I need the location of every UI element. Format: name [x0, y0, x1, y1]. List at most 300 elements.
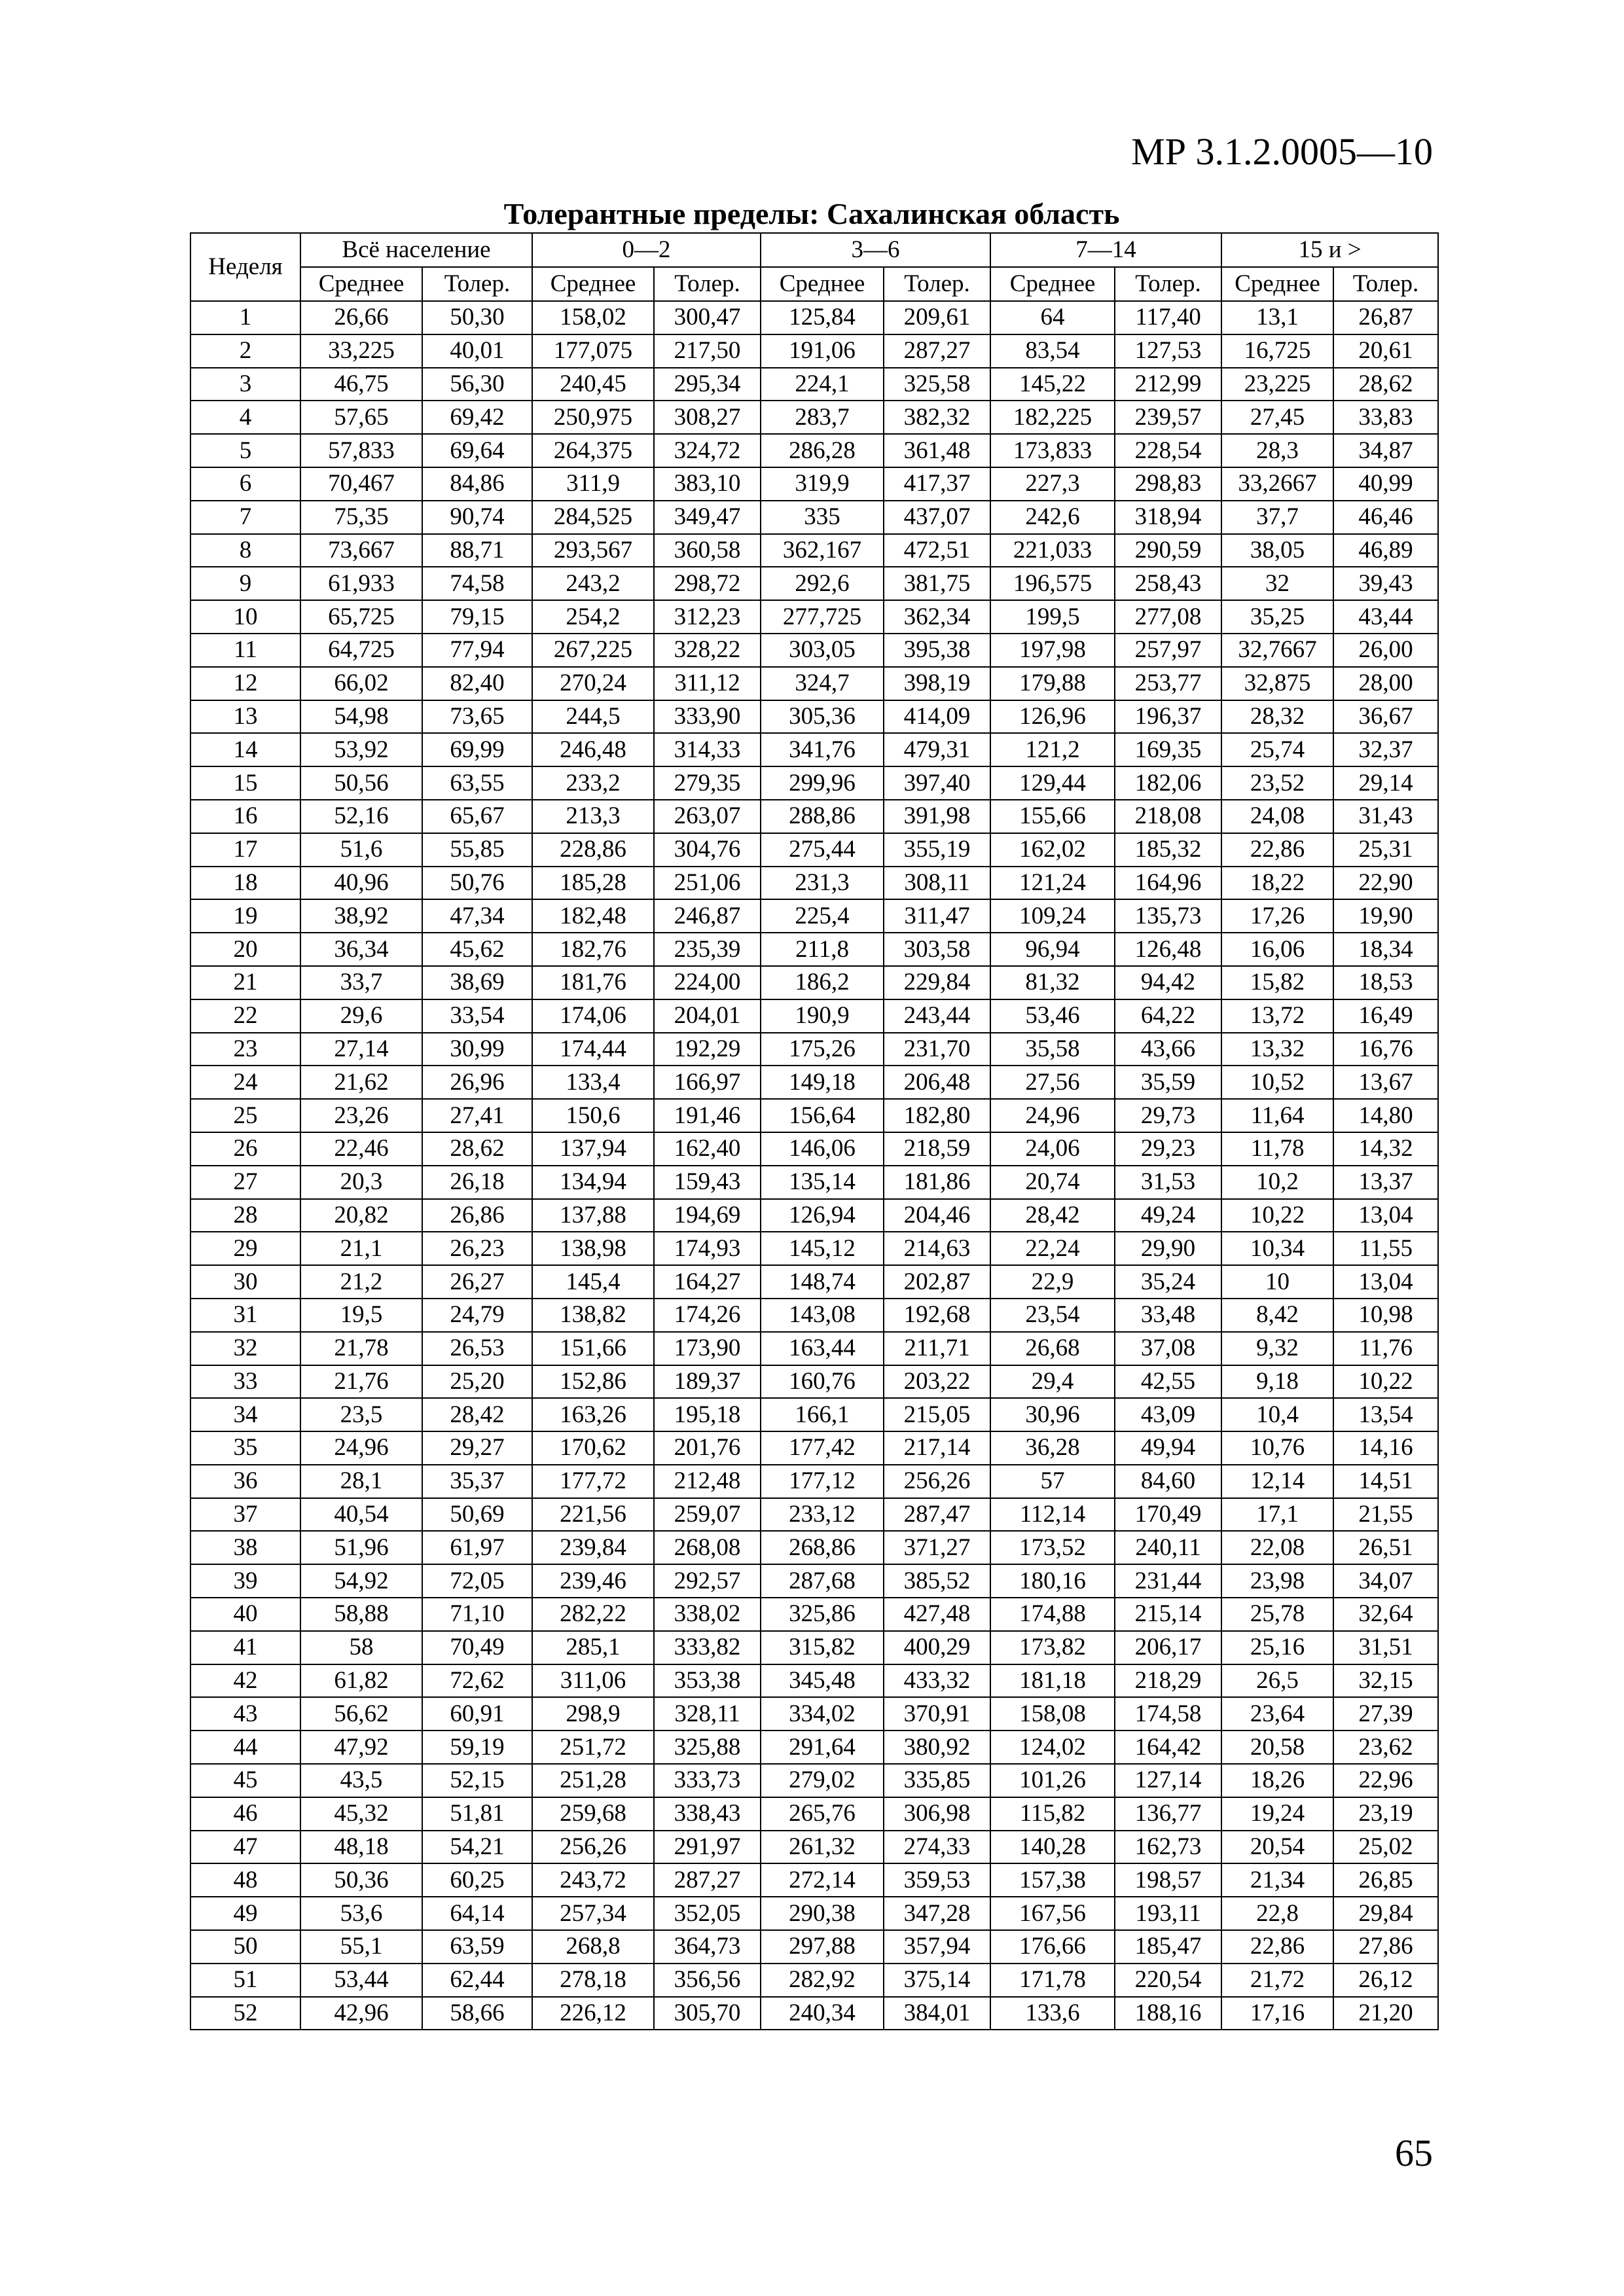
value-cell: 63,55 [422, 766, 532, 800]
value-cell: 293,567 [532, 534, 654, 567]
value-cell: 311,47 [884, 899, 990, 933]
subheader-mean: Среднее [532, 267, 654, 301]
value-cell: 215,14 [1115, 1598, 1221, 1631]
value-cell: 94,42 [1115, 966, 1221, 999]
value-cell: 167,56 [990, 1897, 1115, 1930]
value-cell: 279,35 [654, 766, 761, 800]
value-cell: 277,08 [1115, 600, 1221, 634]
value-cell: 54,98 [300, 700, 422, 734]
subheader-tolerance: Толер. [1115, 267, 1221, 301]
value-cell: 315,82 [761, 1631, 884, 1664]
value-cell: 61,82 [300, 1664, 422, 1698]
week-cell: 3 [190, 368, 300, 401]
table-row [190, 434, 1438, 467]
value-cell: 272,14 [761, 1863, 884, 1897]
value-cell: 90,74 [422, 501, 532, 534]
value-cell: 182,225 [990, 401, 1115, 434]
week-cell: 43 [190, 1697, 300, 1731]
table-row [190, 1764, 1438, 1797]
value-cell: 333,73 [654, 1764, 761, 1797]
value-cell: 109,24 [990, 899, 1115, 933]
value-cell: 13,54 [1333, 1398, 1438, 1431]
value-cell: 185,32 [1115, 833, 1221, 867]
tolerance-table [190, 232, 1439, 2030]
value-cell: 28,42 [990, 1199, 1115, 1232]
value-cell: 70,467 [300, 467, 422, 501]
value-cell: 182,06 [1115, 766, 1221, 800]
value-cell: 335,85 [884, 1764, 990, 1797]
table-row [190, 1232, 1438, 1265]
value-cell: 228,86 [532, 833, 654, 867]
value-cell: 20,74 [990, 1166, 1115, 1199]
week-cell: 10 [190, 600, 300, 634]
value-cell: 53,6 [300, 1897, 422, 1930]
value-cell: 213,3 [532, 800, 654, 833]
value-cell: 212,48 [654, 1465, 761, 1498]
value-cell: 287,27 [884, 334, 990, 368]
value-cell: 21,1 [300, 1232, 422, 1265]
value-cell: 53,44 [300, 1964, 422, 1997]
value-cell: 42,96 [300, 1997, 422, 2030]
value-cell: 65,67 [422, 800, 532, 833]
value-cell: 26,53 [422, 1332, 532, 1365]
value-cell: 169,35 [1115, 733, 1221, 766]
value-cell: 22,86 [1221, 833, 1333, 867]
value-cell: 55,1 [300, 1930, 422, 1964]
value-cell: 38,69 [422, 966, 532, 999]
value-cell: 199,5 [990, 600, 1115, 634]
subheader-mean: Среднее [990, 267, 1115, 301]
value-cell: 259,07 [654, 1498, 761, 1532]
value-cell: 14,80 [1333, 1099, 1438, 1132]
value-cell: 71,10 [422, 1598, 532, 1631]
value-cell: 221,033 [990, 534, 1115, 567]
value-cell: 73,667 [300, 534, 422, 567]
value-cell: 35,24 [1115, 1265, 1221, 1299]
subheader-tolerance: Толер. [884, 267, 990, 301]
value-cell: 181,76 [532, 966, 654, 999]
table-row [190, 1731, 1438, 1764]
value-cell: 57,65 [300, 401, 422, 434]
table-row [190, 301, 1438, 334]
value-cell: 26,5 [1221, 1664, 1333, 1698]
value-cell: 324,72 [654, 434, 761, 467]
value-cell: 59,19 [422, 1731, 532, 1764]
value-cell: 398,19 [884, 667, 990, 700]
value-cell: 135,73 [1115, 899, 1221, 933]
value-cell: 158,02 [532, 301, 654, 334]
subheader-tolerance: Толер. [1333, 267, 1438, 301]
value-cell: 25,20 [422, 1365, 532, 1399]
value-cell: 115,82 [990, 1797, 1115, 1831]
value-cell: 256,26 [884, 1465, 990, 1498]
value-cell: 221,56 [532, 1498, 654, 1532]
value-cell: 359,53 [884, 1863, 990, 1897]
value-cell: 23,26 [300, 1099, 422, 1132]
value-cell: 10,52 [1221, 1066, 1333, 1099]
value-cell: 39,43 [1333, 567, 1438, 600]
value-cell: 278,18 [532, 1964, 654, 1997]
value-cell: 28,62 [422, 1132, 532, 1166]
value-cell: 21,2 [300, 1265, 422, 1299]
value-cell: 324,7 [761, 667, 884, 700]
value-cell: 27,39 [1333, 1697, 1438, 1731]
week-cell: 50 [190, 1930, 300, 1964]
value-cell: 124,02 [990, 1731, 1115, 1764]
value-cell: 162,40 [654, 1132, 761, 1166]
value-cell: 177,42 [761, 1431, 884, 1465]
table-row [190, 933, 1438, 966]
table-row [190, 634, 1438, 667]
value-cell: 160,76 [761, 1365, 884, 1399]
value-cell: 96,94 [990, 933, 1115, 966]
value-cell: 225,4 [761, 899, 884, 933]
table-row [190, 667, 1438, 700]
value-cell: 70,49 [422, 1631, 532, 1664]
value-cell: 19,24 [1221, 1797, 1333, 1831]
value-cell: 23,54 [990, 1299, 1115, 1332]
value-cell: 341,76 [761, 733, 884, 766]
value-cell: 226,12 [532, 1997, 654, 2030]
table-row [190, 600, 1438, 634]
value-cell: 290,38 [761, 1897, 884, 1930]
value-cell: 25,16 [1221, 1631, 1333, 1664]
table-row [190, 867, 1438, 900]
value-cell: 40,54 [300, 1498, 422, 1532]
value-cell: 211,71 [884, 1332, 990, 1365]
week-cell: 29 [190, 1232, 300, 1265]
table-row [190, 1897, 1438, 1930]
value-cell: 31,51 [1333, 1631, 1438, 1664]
value-cell: 338,43 [654, 1797, 761, 1831]
week-cell: 30 [190, 1265, 300, 1299]
value-cell: 19,90 [1333, 899, 1438, 933]
week-cell: 46 [190, 1797, 300, 1831]
value-cell: 29,90 [1115, 1232, 1221, 1265]
value-cell: 427,48 [884, 1598, 990, 1631]
value-cell: 81,32 [990, 966, 1115, 999]
value-cell: 17,26 [1221, 899, 1333, 933]
value-cell: 325,88 [654, 1731, 761, 1764]
value-cell: 335 [761, 501, 884, 534]
value-cell: 18,53 [1333, 966, 1438, 999]
value-cell: 137,88 [532, 1199, 654, 1232]
value-cell: 192,29 [654, 1033, 761, 1066]
value-cell: 13,37 [1333, 1166, 1438, 1199]
value-cell: 29,73 [1115, 1099, 1221, 1132]
week-cell: 25 [190, 1099, 300, 1132]
value-cell: 10,98 [1333, 1299, 1438, 1332]
value-cell: 53,92 [300, 733, 422, 766]
value-cell: 24,08 [1221, 800, 1333, 833]
value-cell: 217,14 [884, 1431, 990, 1465]
table-row [190, 1398, 1438, 1431]
table-row [190, 733, 1438, 766]
value-cell: 268,08 [654, 1531, 761, 1564]
value-cell: 22,46 [300, 1132, 422, 1166]
value-cell: 54,92 [300, 1564, 422, 1598]
value-cell: 64 [990, 301, 1115, 334]
value-cell: 151,66 [532, 1332, 654, 1365]
value-cell: 21,34 [1221, 1863, 1333, 1897]
value-cell: 217,50 [654, 334, 761, 368]
value-cell: 170,49 [1115, 1498, 1221, 1532]
value-cell: 246,87 [654, 899, 761, 933]
value-cell: 20,82 [300, 1199, 422, 1232]
value-cell: 224,1 [761, 368, 884, 401]
value-cell: 182,48 [532, 899, 654, 933]
value-cell: 192,68 [884, 1299, 990, 1332]
value-cell: 146,06 [761, 1132, 884, 1166]
value-cell: 73,65 [422, 700, 532, 734]
value-cell: 209,61 [884, 301, 990, 334]
group-header-7-14: 7—14 [990, 233, 1221, 267]
value-cell: 279,02 [761, 1764, 884, 1797]
value-cell: 370,91 [884, 1697, 990, 1731]
value-cell: 38,05 [1221, 534, 1333, 567]
week-cell: 40 [190, 1598, 300, 1631]
value-cell: 240,45 [532, 368, 654, 401]
value-cell: 251,72 [532, 1731, 654, 1764]
value-cell: 69,42 [422, 401, 532, 434]
table-row [190, 467, 1438, 501]
week-cell: 36 [190, 1465, 300, 1498]
value-cell: 179,88 [990, 667, 1115, 700]
table-row [190, 700, 1438, 734]
value-cell: 10 [1221, 1265, 1333, 1299]
week-cell: 5 [190, 434, 300, 467]
value-cell: 265,76 [761, 1797, 884, 1831]
value-cell: 173,52 [990, 1531, 1115, 1564]
value-cell: 328,11 [654, 1697, 761, 1731]
week-cell: 14 [190, 733, 300, 766]
value-cell: 24,96 [300, 1431, 422, 1465]
value-cell: 60,91 [422, 1697, 532, 1731]
value-cell: 77,94 [422, 634, 532, 667]
week-header: Неделя [190, 233, 300, 301]
value-cell: 185,28 [532, 867, 654, 900]
value-cell: 204,46 [884, 1199, 990, 1232]
value-cell: 263,07 [654, 800, 761, 833]
value-cell: 176,66 [990, 1930, 1115, 1964]
table-row [190, 999, 1438, 1033]
subheader-tolerance: Толер. [654, 267, 761, 301]
value-cell: 72,05 [422, 1564, 532, 1598]
value-cell: 121,24 [990, 867, 1115, 900]
value-cell: 325,58 [884, 368, 990, 401]
value-cell: 47,92 [300, 1731, 422, 1764]
value-cell: 28,3 [1221, 434, 1333, 467]
value-cell: 157,38 [990, 1863, 1115, 1897]
value-cell: 338,02 [654, 1598, 761, 1631]
value-cell: 397,40 [884, 766, 990, 800]
value-cell: 22,24 [990, 1232, 1115, 1265]
value-cell: 198,57 [1115, 1863, 1221, 1897]
value-cell: 177,72 [532, 1465, 654, 1498]
value-cell: 47,34 [422, 899, 532, 933]
value-cell: 64,22 [1115, 999, 1221, 1033]
value-cell: 227,3 [990, 467, 1115, 501]
value-cell: 46,46 [1333, 501, 1438, 534]
week-cell: 8 [190, 534, 300, 567]
value-cell: 45,62 [422, 933, 532, 966]
value-cell: 42,55 [1115, 1365, 1221, 1399]
value-cell: 215,05 [884, 1398, 990, 1431]
value-cell: 12,14 [1221, 1465, 1333, 1498]
value-cell: 239,84 [532, 1531, 654, 1564]
value-cell: 364,73 [654, 1930, 761, 1964]
value-cell: 201,76 [654, 1431, 761, 1465]
value-cell: 16,725 [1221, 334, 1333, 368]
week-cell: 7 [190, 501, 300, 534]
value-cell: 243,72 [532, 1863, 654, 1897]
value-cell: 23,19 [1333, 1797, 1438, 1831]
table-title: Толерантные пределы: Сахалинская область [503, 197, 1120, 230]
value-cell: 26,51 [1333, 1531, 1438, 1564]
table-row [190, 1598, 1438, 1631]
table-row [190, 1930, 1438, 1964]
value-cell: 65,725 [300, 600, 422, 634]
value-cell: 26,86 [422, 1199, 532, 1232]
value-cell: 303,58 [884, 933, 990, 966]
value-cell: 240,34 [761, 1997, 884, 2030]
value-cell: 191,46 [654, 1099, 761, 1132]
week-cell: 24 [190, 1066, 300, 1099]
week-cell: 6 [190, 467, 300, 501]
value-cell: 13,04 [1333, 1265, 1438, 1299]
value-cell: 218,08 [1115, 800, 1221, 833]
value-cell: 319,9 [761, 467, 884, 501]
value-cell: 174,44 [532, 1033, 654, 1066]
value-cell: 43,66 [1115, 1033, 1221, 1066]
value-cell: 26,66 [300, 301, 422, 334]
value-cell: 9,32 [1221, 1332, 1333, 1365]
value-cell: 112,14 [990, 1498, 1115, 1532]
value-cell: 202,87 [884, 1265, 990, 1299]
value-cell: 35,58 [990, 1033, 1115, 1066]
value-cell: 55,85 [422, 833, 532, 867]
value-cell: 13,32 [1221, 1033, 1333, 1066]
value-cell: 40,01 [422, 334, 532, 368]
value-cell: 312,23 [654, 600, 761, 634]
value-cell: 204,01 [654, 999, 761, 1033]
value-cell: 303,05 [761, 634, 884, 667]
value-cell: 72,62 [422, 1664, 532, 1698]
value-cell: 206,17 [1115, 1631, 1221, 1664]
value-cell: 69,64 [422, 434, 532, 467]
value-cell: 163,26 [532, 1398, 654, 1431]
value-cell: 286,28 [761, 434, 884, 467]
value-cell: 18,22 [1221, 867, 1333, 900]
value-cell: 24,96 [990, 1099, 1115, 1132]
value-cell: 190,9 [761, 999, 884, 1033]
value-cell: 196,37 [1115, 700, 1221, 734]
value-cell: 287,68 [761, 1564, 884, 1598]
value-cell: 26,18 [422, 1166, 532, 1199]
value-cell: 16,06 [1221, 933, 1333, 966]
value-cell: 32,37 [1333, 733, 1438, 766]
value-cell: 57,833 [300, 434, 422, 467]
value-cell: 13,1 [1221, 301, 1333, 334]
value-cell: 54,21 [422, 1831, 532, 1864]
value-cell: 211,8 [761, 933, 884, 966]
value-cell: 26,27 [422, 1265, 532, 1299]
page-number: 65 [1395, 2132, 1433, 2174]
value-cell: 375,14 [884, 1964, 990, 1997]
week-cell: 45 [190, 1764, 300, 1797]
value-cell: 400,29 [884, 1631, 990, 1664]
value-cell: 18,34 [1333, 933, 1438, 966]
value-cell: 231,3 [761, 867, 884, 900]
value-cell: 61,933 [300, 567, 422, 600]
value-cell: 121,2 [990, 733, 1115, 766]
value-cell: 333,82 [654, 1631, 761, 1664]
table-row [190, 1166, 1438, 1199]
value-cell: 381,75 [884, 567, 990, 600]
value-cell: 305,70 [654, 1997, 761, 2030]
value-cell: 127,53 [1115, 334, 1221, 368]
value-cell: 287,47 [884, 1498, 990, 1532]
value-cell: 257,97 [1115, 634, 1221, 667]
week-cell: 4 [190, 401, 300, 434]
value-cell: 29,4 [990, 1365, 1115, 1399]
value-cell: 30,96 [990, 1398, 1115, 1431]
value-cell: 138,82 [532, 1299, 654, 1332]
value-cell: 50,56 [300, 766, 422, 800]
value-cell: 40,96 [300, 867, 422, 900]
value-cell: 174,58 [1115, 1697, 1221, 1731]
value-cell: 285,1 [532, 1631, 654, 1664]
value-cell: 371,27 [884, 1531, 990, 1564]
value-cell: 129,44 [990, 766, 1115, 800]
value-cell: 140,28 [990, 1831, 1115, 1864]
value-cell: 34,07 [1333, 1564, 1438, 1598]
value-cell: 22,9 [990, 1265, 1115, 1299]
value-cell: 26,85 [1333, 1863, 1438, 1897]
value-cell: 177,075 [532, 334, 654, 368]
value-cell: 66,02 [300, 667, 422, 700]
week-cell: 23 [190, 1033, 300, 1066]
value-cell: 36,28 [990, 1431, 1115, 1465]
table-row [190, 1631, 1438, 1664]
value-cell: 261,32 [761, 1831, 884, 1864]
value-cell: 246,48 [532, 733, 654, 766]
value-cell: 43,09 [1115, 1398, 1221, 1431]
value-cell: 10,34 [1221, 1232, 1333, 1265]
value-cell: 28,62 [1333, 368, 1438, 401]
value-cell: 189,37 [654, 1365, 761, 1399]
value-cell: 28,32 [1221, 700, 1333, 734]
value-cell: 362,167 [761, 534, 884, 567]
value-cell: 83,54 [990, 334, 1115, 368]
table-row [190, 1863, 1438, 1897]
value-cell: 149,18 [761, 1066, 884, 1099]
subheader-tolerance: Толер. [422, 267, 532, 301]
value-cell: 145,4 [532, 1265, 654, 1299]
value-cell: 32,875 [1221, 667, 1333, 700]
table-row [190, 1431, 1438, 1465]
value-cell: 20,58 [1221, 1731, 1333, 1764]
value-cell: 10,76 [1221, 1431, 1333, 1465]
table-row [190, 1099, 1438, 1132]
week-cell: 35 [190, 1431, 300, 1465]
table-row [190, 567, 1438, 600]
week-cell: 22 [190, 999, 300, 1033]
week-cell: 37 [190, 1498, 300, 1532]
table-row [190, 501, 1438, 534]
value-cell: 133,6 [990, 1997, 1115, 2030]
week-cell: 49 [190, 1897, 300, 1930]
